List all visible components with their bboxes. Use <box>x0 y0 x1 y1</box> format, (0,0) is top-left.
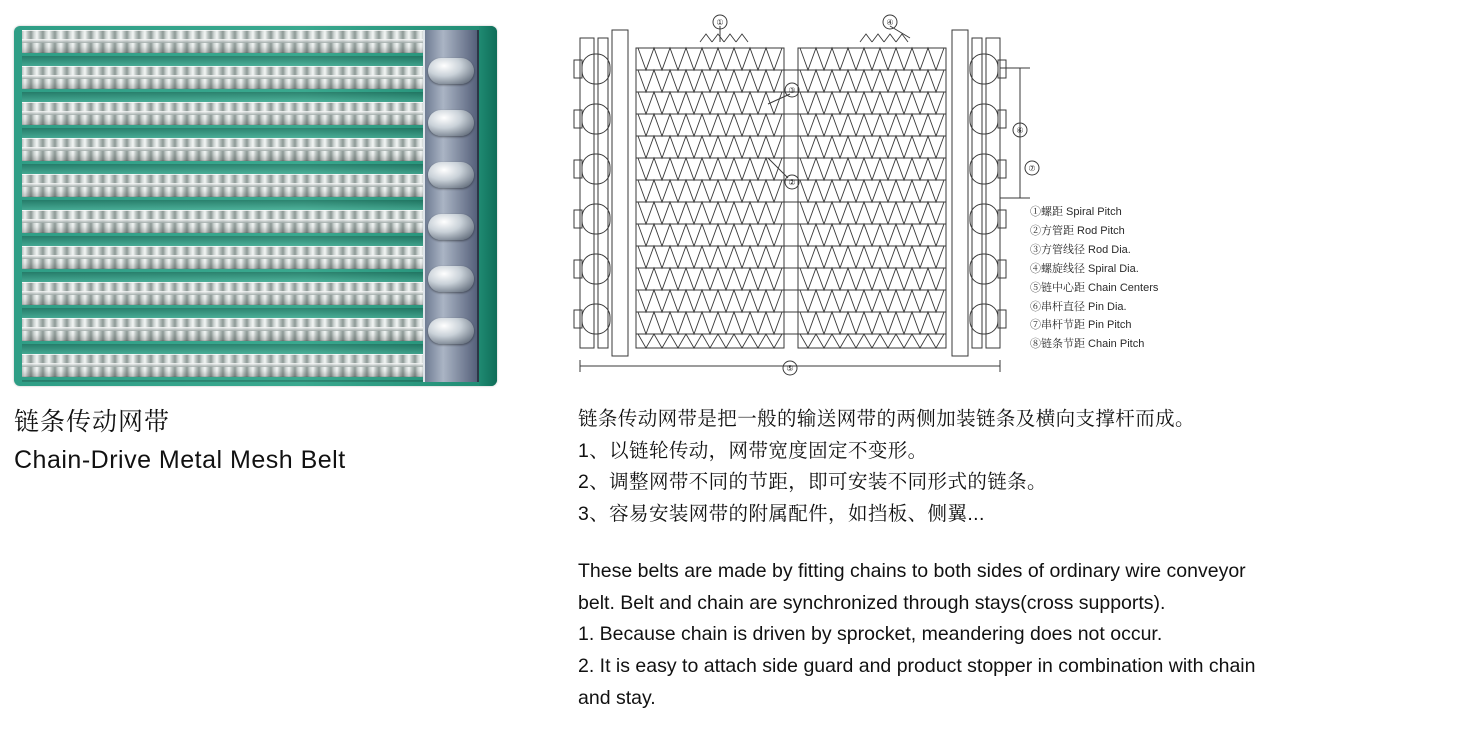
description-block <box>560 404 1450 714</box>
legend-item-1: ①螺距 Spiral Pitch <box>1030 206 1122 218</box>
drawing-legend <box>1030 203 1230 354</box>
product-photo <box>14 26 497 386</box>
callout-7: ⑦ <box>1028 164 1036 173</box>
photo-edge-strip <box>479 26 497 386</box>
technical-column <box>560 8 1450 714</box>
legend-item-8: ⑧链条节距 Chain Pitch <box>1030 338 1145 351</box>
cn-line-2: 1、以链轮传动，网带宽度固定不变形。 <box>578 439 928 462</box>
product-caption <box>14 404 534 479</box>
caption-chinese: 链条传动网带 <box>14 408 171 436</box>
caption-english: Chain-Drive Metal Mesh Belt <box>14 445 346 474</box>
legend-item-7: ⑦串杆节距 Pin Pitch <box>1030 319 1132 332</box>
callout-5: ⑤ <box>786 364 794 373</box>
en-line-2: belt. Belt and chain are synchronized through stays(cross supports). <box>578 591 1166 614</box>
technical-drawing <box>560 8 1440 398</box>
callout-1: ① <box>716 18 724 27</box>
description-chinese <box>578 404 1450 530</box>
callout-6: ⑥ <box>1016 126 1024 135</box>
product-photo-column <box>14 26 534 479</box>
legend-item-2: ②方管距 Rod Pitch <box>1030 224 1125 237</box>
cn-line-3: 2、调整网带不同的节距，即可安装不同形式的链条。 <box>578 471 1047 494</box>
en-line-3: 1. Because chain is driven by sprocket, meandering does not occur. <box>578 623 1163 646</box>
description-english <box>578 556 1450 714</box>
callout-2: ② <box>788 178 796 187</box>
mesh-belt-graphic <box>22 30 442 382</box>
cn-line-4: 3、容易安装网带的附属配件，如挡板、侧翼... <box>578 502 985 525</box>
legend-item-3: ③方管线径 Rod Dia. <box>1030 243 1131 256</box>
cn-line-1: 链条传动网带是把一般的输送网带的两侧加装链条及横向支撑杆而成。 <box>578 408 1195 430</box>
chain-strip-graphic <box>423 30 479 382</box>
legend-item-5: ⑤链中心距 Chain Centers <box>1030 281 1159 294</box>
belt-diagram-svg <box>560 8 1440 398</box>
en-line-1: These belts are made by fitting chains to both sides of ordinary wire conveyor <box>578 560 1246 583</box>
en-line-4: 2. It is easy to attach side guard and product stopper in combination with chain <box>578 655 1256 678</box>
callout-4: ④ <box>886 18 894 27</box>
en-line-5: and stay. <box>578 686 656 709</box>
legend-item-6: ⑥串杆直径 Pin Dia. <box>1030 300 1127 313</box>
callout-3: ③ <box>788 86 796 95</box>
legend-item-4: ④螺旋线径 Spiral Dia. <box>1030 262 1139 275</box>
